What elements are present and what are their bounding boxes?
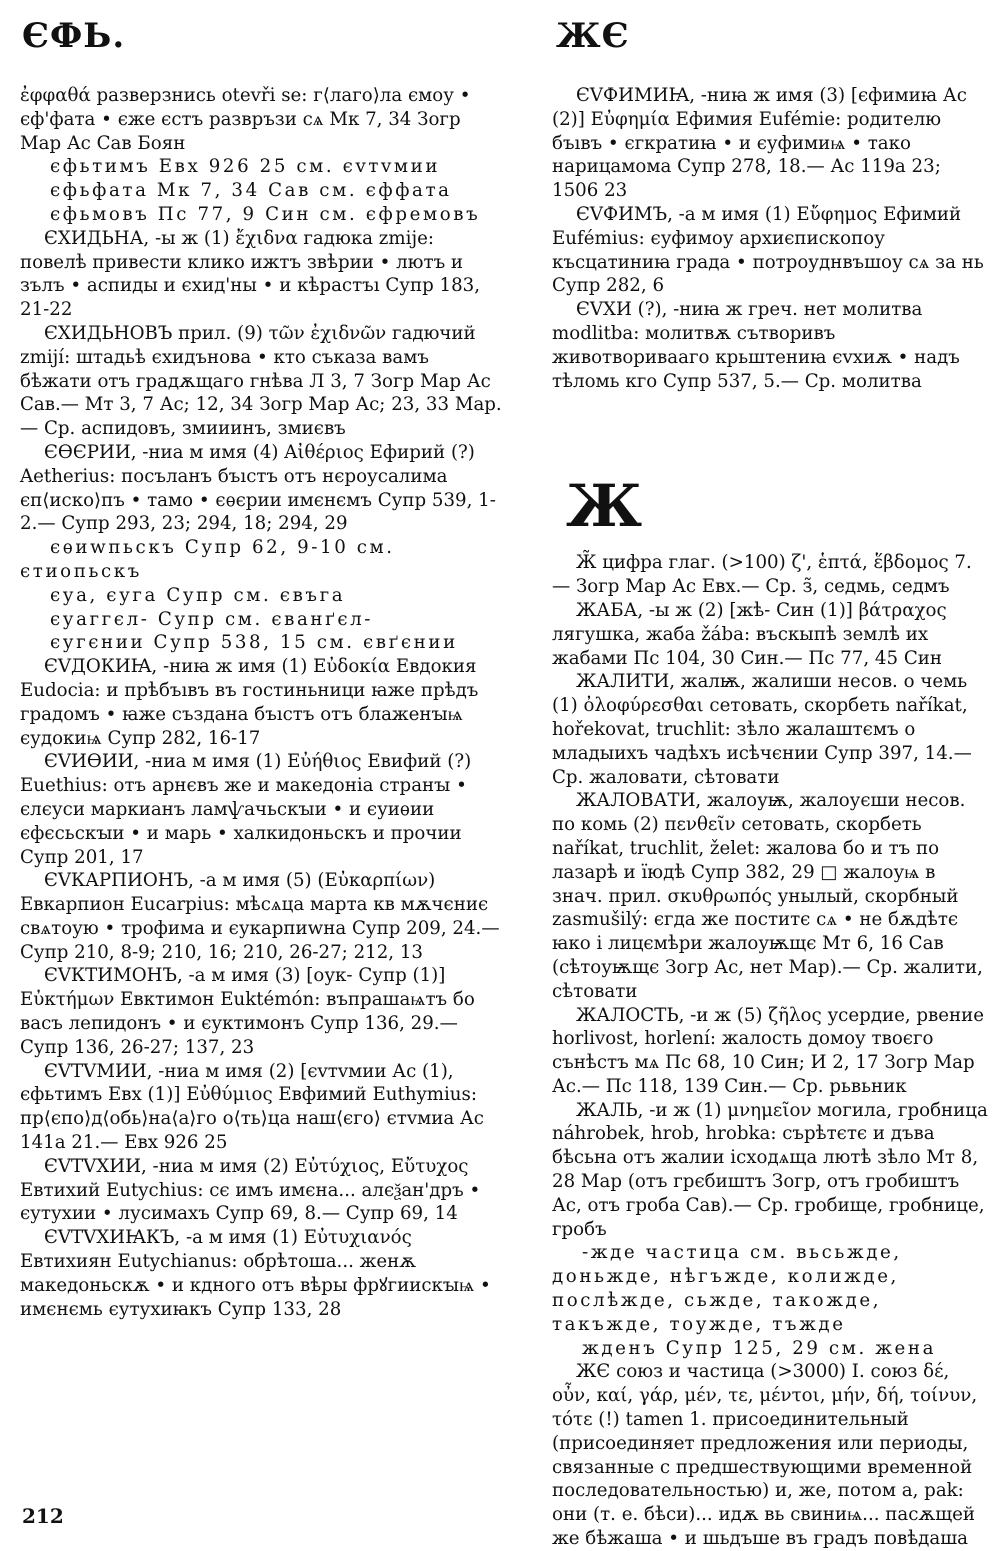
dictionary-entry: ЄѲЄРИИ, -ниа м имя (4) Αἰθέριος Ефирий (?) Aetherius: посъланъ бъıстъ отъ нєроусалима єп⟨иско⟩пъ • тамо • єѳєрии имєнємъ Супр 539, 1-2.— Супр 293, 23; 294, 18; 294, 29 <box>20 441 496 535</box>
page-number: 212 <box>22 1504 64 1528</box>
dictionary-entry: ЄVКТИМОНЪ, -а м имя (3) [оук- Супр (1)] Εὐκτήμων Евктимон Euktémón: въпрашаѩтъ бо васъ лепидонъ • и єуктимонъ Супр 136, 29.— Супр 136, 26-27; 137, 23 <box>20 965 475 1058</box>
dictionary-entry: ЖАЛИТИ, жалѭ, жалиши несов. о чемь (1) ὀλοφύρεσθαι сетовать, скорбеть naříkat, hořekovat, truchlit: зѣло жалаштємъ о младыихъ чадѣхъ исѣчєнии Супр 397, 14.— Ср. жаловати, сѣтовати <box>552 671 972 788</box>
dictionary-entry: жденъ Супр 125, 29 см. жена <box>582 1337 937 1359</box>
right-column-bottom <box>552 551 988 1550</box>
right-column <box>552 84 988 1551</box>
right-column-top <box>552 84 988 393</box>
dictionary-entry: -жде частица см. вьсьжде, доньжде, нѣгъжде, колижде, послѣжде, сьжде, такожде, такъжде, тоужде, тъжде <box>552 1242 902 1335</box>
dictionary-entry: ЄVФИМЪ, -а м имя (1) Εὔφημος Ефимий Eufémius: єуфимоу архиєпископоу късцатиниꙗ града • потроуднвъшоу сѧ за нь Супр 282, 6 <box>552 203 984 297</box>
dictionary-entry: ЖАЛЬ, -и ж (1) μνημεῖον могила, гробница náhrobek, hrob, hrobka: сърѣтєтє и дъва бѣсьна отъ жалии ісходѧща лютѣ зѣло Мт 8, 28 Мар (отъ грєбиштъ Зогр, отъ гробиштъ Ас, отъ гроба Сав).— Ср. гробище, гробнице, гробъ <box>552 1099 988 1240</box>
section-letter: Ж <box>566 472 643 541</box>
dictionary-entry: ЖАБА, -ы ж (2) [жѣ- Син (1)] βάτραχος лягушка, жаба žába: въскыпѣ землѣ их жабами Пс 104, 30 Син.— Пс 77, 45 Син <box>552 599 947 669</box>
dictionary-entry: ЄХИДЬНА, -ы ж (1) ἔχιδνα гадюка zmije: повелѣ привести клико ижтъ звѣрии • лютъ и зълъ • аспиды и єхид'ны • и кѣрастъı Супр 183, 21-22 <box>20 227 480 321</box>
dictionary-entry: ЄVТVХИИ, -ниа м имя (2) Εὐτύχιος, Εὔτυχος Евтихий Eutychius: сє имъ имєна... алєѯан'дръ • єутухии • лусимахъ Супр 69, 8.— Супр 69, 14 <box>20 1155 481 1225</box>
dictionary-entry: ЄVФИМИꙖ, -ниꙗ ж имя (3) [єфимиꙗ Ас (2)] Εὐφημία Ефимия Eufémie: родителю бъıвъ • єгкратиꙗ • и єуфимиѩ • тако нарицамома Супр 278, 18.— Ас 119а 23; 1506 23 <box>552 85 967 202</box>
dictionary-entry: ЄVИѲИИ, -ниа м имя (1) Εὐήθιος Евифий (?) Euethius: отъ арнєвъ же и македоніа странꙑ • єлєуси маркианъ ламѱачьскꙑи • и єуиѳии єфєсьскꙑи • и марь • халкидоньскъ и прочии Супр 201, 17 <box>20 751 472 868</box>
dictionary-entry: єуаггєл- Супр см. єванґєл- <box>50 608 374 630</box>
running-head-left: ЄФЬ. <box>22 16 126 56</box>
dictionary-entry: ЄVДОКИꙖ, -ниꙗ ж имя (1) Εὐδοκία Евдокия Eudocia: и прѣбъıвъ въ гостиньници ꙗже прѣдъ градомъ • ꙗже създана бъıстъ отъ блаженꙑѩ єудокиѩ Супр 282, 16-17 <box>20 656 479 749</box>
dictionary-entry: ЄVТVМИИ, -ниа м имя (2) [єvтvмии Ас (1), єфьтимъ Евх (1)] Εὐθύμιος Евфимий Euthymius: пр⟨єпо⟩д⟨обь⟩на⟨а⟩го о⟨ть⟩ца наш⟨єго⟩ єтvмиа Ас 141а 21.— Евх 926 25 <box>20 1060 484 1154</box>
dictionary-entry: єфьмовъ Пс 77, 9 Син см. єфремовъ <box>50 203 481 225</box>
running-head-right: ЖЄ <box>556 16 630 56</box>
dictionary-entry: єуа, єуга Супр см. євъга <box>50 584 346 606</box>
dictionary-entry: єугєнии Супр 538, 15 см. євґєнии <box>50 632 458 654</box>
left-column <box>20 84 506 1321</box>
dictionary-entry: ЖАЛОВАТИ, жалоуѭ, жалоуєши несов. по комь (2) πενθεῖν сетовать, скорбеть naříkat, truchlit, želet: жалова бо и тъ по лазарѣ и їюдѣ Супр 382, 29 □ жалоуѩ в знач. прил. σκυθρωπός унылый, скорбный zasmušilý: єгда же поститє сѧ • не бѫдѣтє ꙗко і лицємѣри жалоуѭщє Мт 6, 16 Сав (сѣтоуѭщє Зогр Ас, нет Мар).— Ср. жалити, сѣтовати <box>552 790 983 1002</box>
dictionary-entry: ЄVКАРПИОНЪ, -а м имя (5) (Εὐκαρπίων) Евкарпион Eucarpius: мѣсѧца марта кв мѫчєниє свѧтоую • трофима и єукарпиwна Супр 209, 24.— Супр 210, 8-9; 210, 16; 210, 26-27; 212, 13 <box>20 870 500 963</box>
dictionary-entry: ЄVТVХИꙖКЪ, -а м имя (1) Εὐτυχιανός Евтихиян Eutychianus: обрѣтоша... женѫ македоньскѫ • и кдного отъ вѣры фрꙋгиискꙑѩ • имєнємь єутухиꙗкъ Супр 133, 28 <box>20 1227 491 1320</box>
dictionary-entry: ЖЄ союз и частица (>3000) I. союз δέ, οὖν, καί, γάρ, μέν, τε, μέντοι, μήν, δή, τοίνυν, τότε (!) tamen 1. присоединительный (присоединяет предложения или периоды, связанные с предшествующими временной последовательностью) и, же, потом а, pak: они (т. е. бѣси)... идѫ вь свиниѩ... пасѫщей же бѣжаша • и шьдъше въ градъ повѣдаша <box>552 1361 978 1550</box>
dictionary-entry: ЄХИДЬНОВЪ прил. (9) τῶν ἐχιδνῶν гадючий zmijí: штадьѣ єхидънова • кто съказа вамъ бѣжати отъ градѫщаго гнѣва Л 3, 7 Зогр Мар Ас Сав.— Мт 3, 7 Ас; 12, 34 Зогр Мар Ас; 23, 33 Мар.— Ср. аспидовъ, змииинъ, змиєвъ <box>20 322 502 440</box>
dictionary-entry: єѳиwпьскъ Супр 62, 9-10 см. єтиопьскъ <box>20 537 395 582</box>
dictionary-entry: Ж̃ цифра глаг. (>100) ζ', ἑπτά, ἕβδομος 7.— Зогр Мар Ас Евх.— Ср. з̃, седмь, седмъ <box>552 552 972 598</box>
dictionary-entry: ЄVХИ (?), -ниꙗ ж греч. нет молитва modlitba: молитвѫ сътворивъ животворивааго крьштениꙗ єvхиѫ • надъ тѣломь кго Супр 537, 5.— Ср. молитва <box>552 299 960 392</box>
dictionary-entry: єфьтимъ Евх 926 25 см. єvтvмии <box>50 156 441 178</box>
dictionary-entry: єфьфата Мк 7, 34 Сав см. єффата <box>50 180 452 202</box>
dictionary-entry: ЖАЛОСТЬ, -и ж (5) ζῆλος усердие, рвение horlivost, horlení: жалость домоу твоєго сънѣстъ мѧ Пс 68, 10 Син; И 2, 17 Зогр Мар Ас.— Пс 118, 139 Син.— Ср. рьвьник <box>552 1004 985 1097</box>
dictionary-entry: ἐφφαθά разверзнись otevři se: г⟨лаго⟩ла ємоу • єф'фата • єже єстъ развръзи сѧ Мк 7, 34 Зогр Мар Ас Сав Боян <box>20 85 471 154</box>
